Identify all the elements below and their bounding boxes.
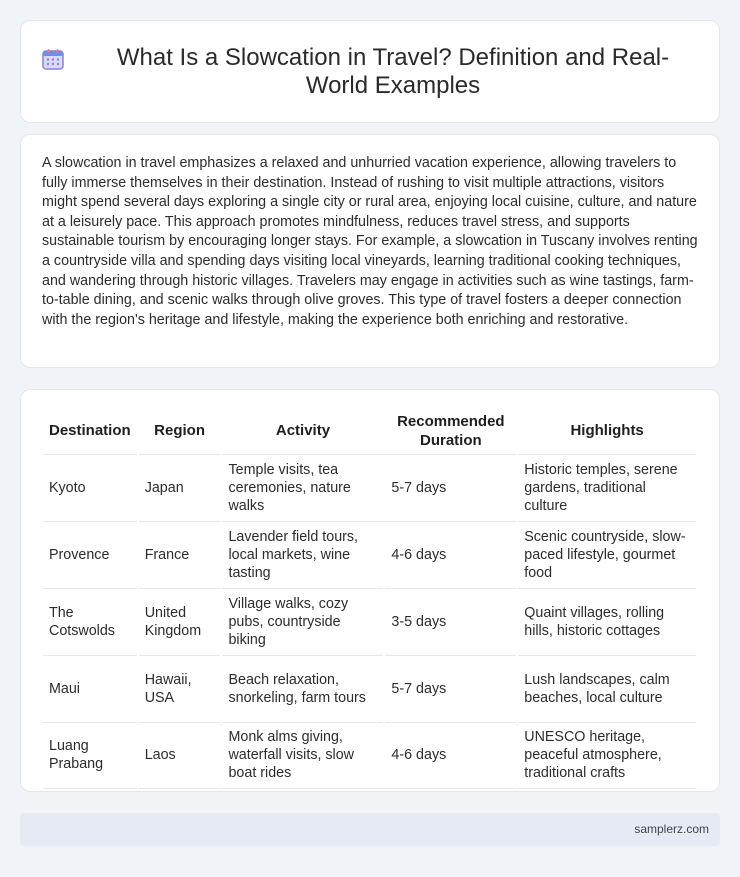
header-card [20, 20, 720, 123]
page-title: What Is a Slowcation in Travel? Definition and Real-World Examples [116, 43, 670, 99]
cell-region: France [138, 521, 222, 588]
table-card [20, 389, 720, 792]
cell-destination: Provence [43, 521, 138, 588]
cell-duration: 3-5 days [384, 588, 517, 655]
header-duration: Recommended Duration [384, 408, 517, 454]
cell-region: Laos [138, 722, 222, 788]
cell-activity: Lavender field tours, local markets, wine tasting [221, 521, 384, 588]
cell-duration: 5-7 days [384, 655, 517, 722]
cell-duration: 5-7 days [384, 454, 517, 521]
header-region: Region [138, 408, 222, 454]
table-row [43, 454, 697, 521]
table-row [43, 722, 697, 788]
cell-highlights: Historic temples, serene gardens, traditional culture [517, 454, 697, 521]
header-activity: Activity [221, 408, 384, 454]
cell-activity: Temple visits, tea ceremonies, nature walks [221, 454, 384, 521]
header-destination: Destination [43, 408, 138, 454]
cell-region: Japan [138, 454, 222, 521]
header-highlights: Highlights [517, 408, 697, 454]
cell-highlights: Scenic countryside, slow-paced lifestyle, gourmet food [517, 521, 697, 588]
cell-activity: Village walks, cozy pubs, countryside biking [221, 588, 384, 655]
calendar-icon [41, 47, 65, 71]
cell-highlights: Lush landscapes, calm beaches, local culture [517, 655, 697, 722]
table-row [43, 588, 697, 655]
destinations-table [43, 408, 698, 789]
cell-region: United Kingdom [138, 588, 222, 655]
footer-bar [20, 813, 720, 846]
cell-region: Hawaii, USA [138, 655, 222, 722]
description-text: A slowcation in travel emphasizes a relaxed and unhurried vacation experience, allowing travelers to fully immerse themselves in their destination. Instead of rushing to visit multiple attractions, visitors might spend several days exploring a single city or rural area, enjoying local cuisine, culture, and nature at a leisurely pace. This approach promotes mindfulness, reduces travel stress, and supports sustainable tourism by encouraging longer stays. For example, a slowcation in Tuscany involves renting a countryside villa and spending days visiting local vineyards, learning traditional cooking techniques, and wandering through historic villages. Travelers may engage in activities such as wine tastings, farm-to-table dining, and scenic walks through olive groves. This type of travel fosters a deeper connection with the region's heritage and lifestyle, making the experience both enriching and restorative. [42, 155, 698, 328]
cell-duration: 4-6 days [384, 722, 517, 788]
cell-destination: Luang Prabang [43, 722, 138, 788]
table-row [43, 655, 697, 722]
cell-activity: Monk alms giving, waterfall visits, slow boat rides [221, 722, 384, 788]
cell-destination: Kyoto [43, 454, 138, 521]
cell-highlights: Quaint villages, rolling hills, historic cottages [517, 588, 697, 655]
cell-activity: Beach relaxation, snorkeling, farm tours [221, 655, 384, 722]
table-header-row [43, 408, 697, 454]
cell-duration: 4-6 days [384, 521, 517, 588]
cell-highlights: UNESCO heritage, peaceful atmosphere, traditional crafts [517, 722, 697, 788]
table-row [43, 521, 697, 588]
cell-destination: Maui [43, 655, 138, 722]
cell-destination: The Cotswolds [43, 588, 138, 655]
footer-site-link[interactable]: samplerz.com [634, 822, 709, 836]
description-card [20, 134, 720, 368]
